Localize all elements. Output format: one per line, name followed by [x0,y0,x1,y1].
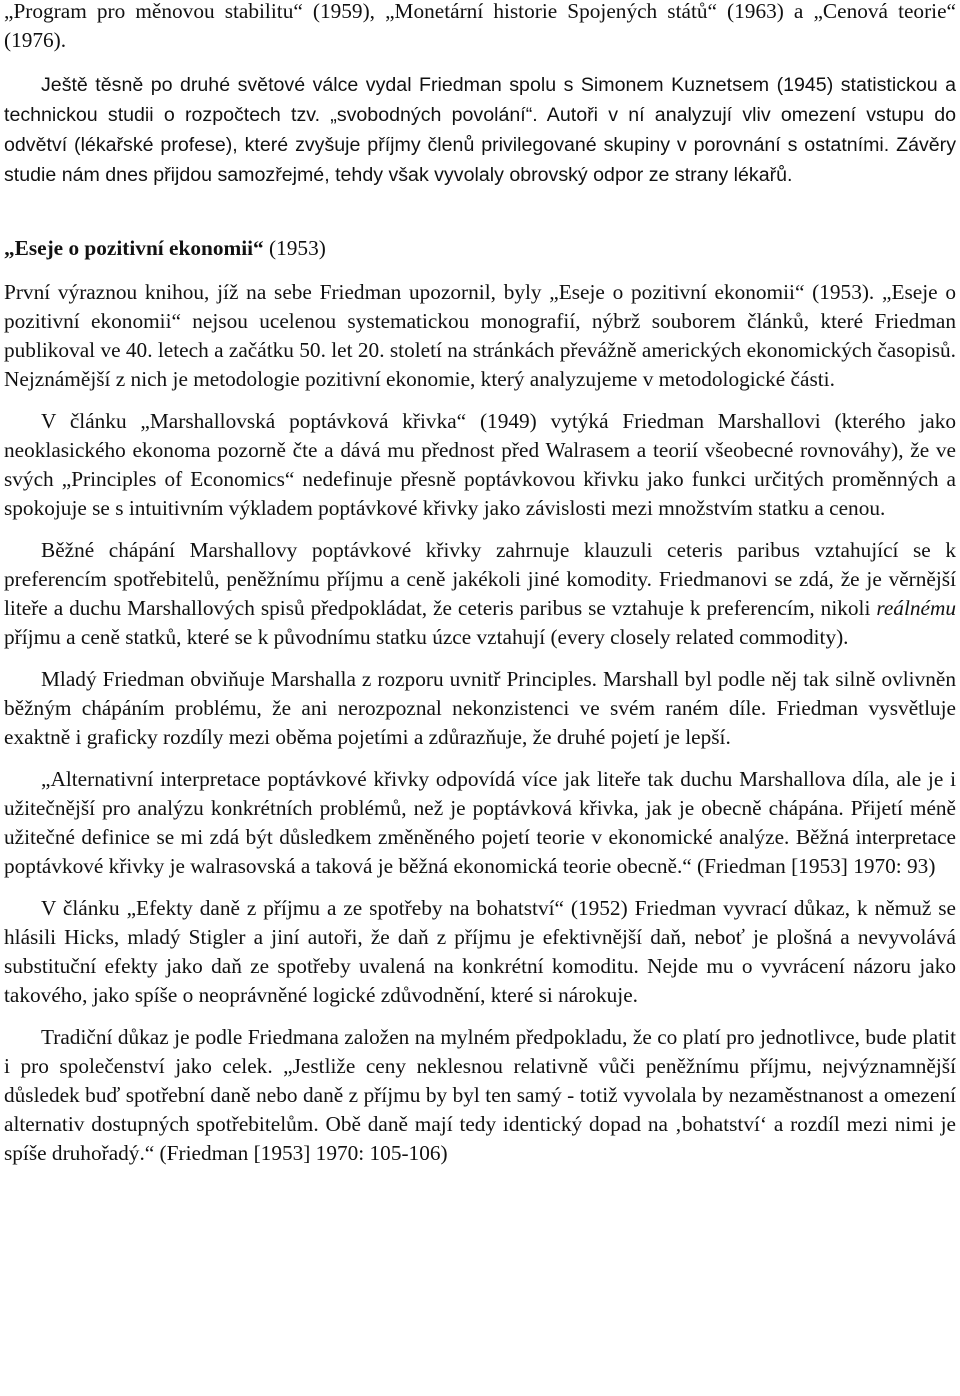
paragraph-tax-effects: V článku „Efekty daně z příjmu a ze spotřeby na bohatství“ (1952) Friedman vyvrací důkaz, k němuž se hlásili Hicks, mladý Stigler a jiní autoři, že daň z příjmu je efektivnější daň, neboť je plošná a nevyvolává substituční efekty jako daň ze spotřeby uvalená na konkrétní komoditu. Nejde mu o vyvrácení názoru jako takového, jako spíše o neoprávněné logické zdůvodnění, které si nárokuje. [4,896,956,1007]
paragraph-essays-intro: První výraznou knihou, jíž na sebe Friedman upozornil, byly „Eseje o pozitivní ekonomii“ (1953). „Eseje o pozitivní ekonomii“ nejsou ucelenou systematickou monografií, nýbrž souborem článků, které Friedman publikoval ve 40. letech a začátku 50. let 20. století na stránkách převážně amerických ekonomických časopisů. Nejznámější z nich je metodologie pozitivní ekonomie, který analyzujeme v metodologické části. [4,280,956,391]
paragraph-marshallian-demand: V článku „Marshallovská poptávková křivka“ (1949) vytýká Friedman Marshallovi (kterého jako neoklasického ekonoma pozorně čte a dává mu přednost před Walrasem a teorií všeobecné rovnováhy), že ve svých „Principles of Economics“ nedefinuje přesně poptávkovou křivku jako funkci určitých proměnných a spokojuje se s intuitivním výkladem poptávkové křivky jako závislosti mezi množstvím statku a cenou. [4,409,956,520]
paragraph-traditional-proof: Tradiční důkaz je podle Friedmana založen na mylném předpokladu, že co platí pro jednotlivce, bude platit i pro společenství jako celek. „Jestliže ceny neklesnou relativně vůči peněžnímu příjmu, nejvýznamnější důsledek buď spotřební daně nebo daně z příjmu by byl ten samý - totiž vyvolala by nezaměstnanost a omezení alternativ dostupných spotřebitelům. Obě daně mají tedy identický dopad na ‚bohatství‘ a rozdíl mezi nimi je spíše druhořadý.“ (Friedman [1953] 1970: 105-106) [4,1025,956,1165]
paragraph-kuznets-study [4,70,956,190]
paragraph-ceteris-paribus-text-b: příjmu a ceně statků, které se k původnímu statku úzce vztahují (every closely related commodity). [4,625,849,649]
paragraph-ceteris-paribus-italic: reálnému [876,596,956,620]
paragraph-young-friedman: Mladý Friedman obviňuje Marshalla z rozporu uvnitř Principles. Marshall byl podle něj tak silně ovlivněn běžným chápáním problému, že ani nerozpoznal nekonzistenci ve svém raném díle. Friedman vysvětluje exaktně i graficky rozdíly mezi oběma pojetími a zdůrazňuje, že druhé pojetí je lepší. [4,667,956,749]
paragraph-kuznets-text: Ještě těsně po druhé světové válce vydal Friedman spolu s Simonem Kuznetsem (1945) statistickou a technickou studii o rozpočtech tzv. „svobodných povolání“. Autoři v ní analyzují vliv omezení vstupu do odvětví (lékařské profese), které zvyšuje příjmy členů privilegované skupiny v porovnání s ostatními. Závěry studie nám dnes přijdou samozřejmé, tehdy však vyvolaly obrovský odpor ze strany lékařů. [4,74,956,186]
section-heading-year: (1953) [263,236,326,260]
paragraph-ceteris-paribus-text-a: Běžné chápání Marshallovy poptávkové křivky zahrnuje klauzuli ceteris paribus vztahující se k preferencím spotřebitelů, peněžnímu příjmu a ceně jakékoli jiné komodity. Friedmanovi se zdá, že je věrnější liteře a duchu Marshallových spisů předpokládat, že ceteris paribus se vztahuje k preferencím, nikoli [4,538,956,620]
paragraph-intro-continuation: „Program pro měnovou stabilitu“ (1959), „Monetární historie Spojených států“ (1963) a „Cenová teorie“ (1976). [4,0,956,52]
section-heading-title: „Eseje o pozitivní ekonomii“ [4,236,264,260]
paragraph-quote-demand-curve: „Alternativní interpretace poptávkové křivky odpovídá více jak liteře tak duchu Marshallova díla, ale je i užitečnější pro analýzu konkrétních problémů, než je poptávková křivka, jak je obecně chápána. Přijetí méně užitečné definice se mi zdá být důsledkem změněného pojetí teorie v ekonomické analýze. Běžná interpretace poptávkové křivky je walrasovská a taková je běžná ekonomická teorie obecně.“ (Friedman [1953] 1970: 93) [4,767,956,878]
paragraph-ceteris-paribus [4,536,956,652]
section-heading [4,234,956,263]
